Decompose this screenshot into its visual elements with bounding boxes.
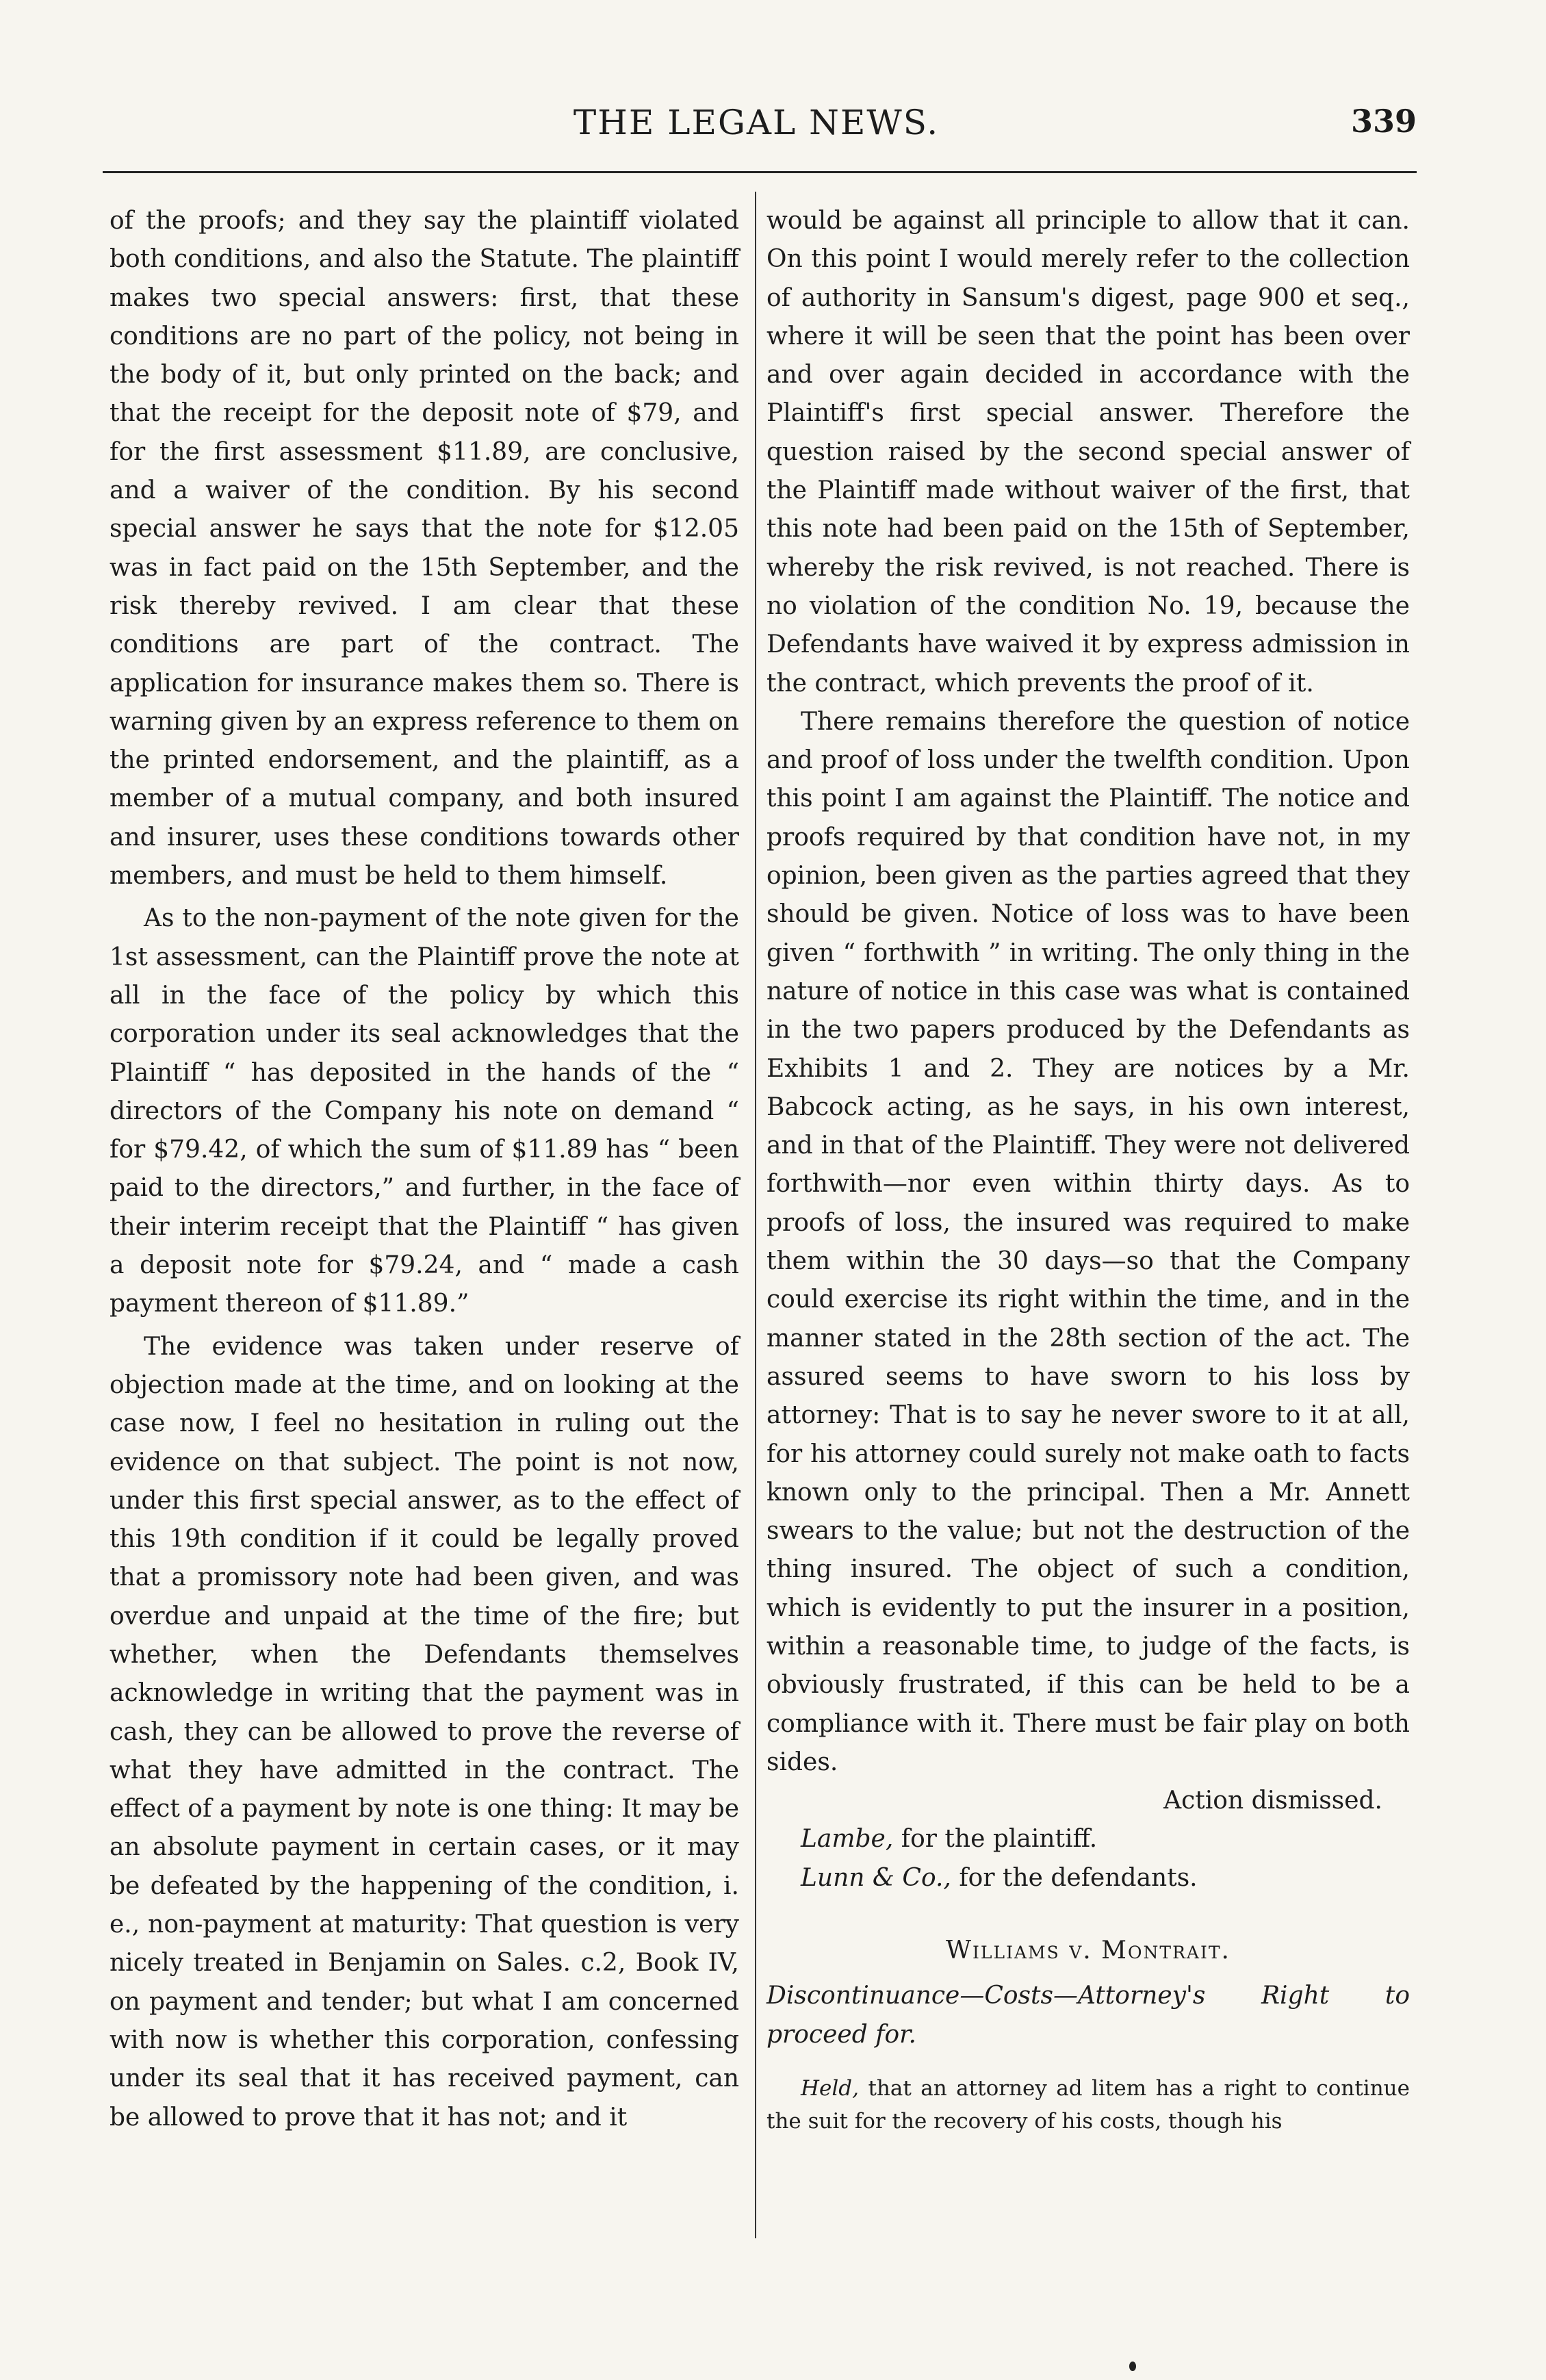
page-number: 339 bbox=[1350, 103, 1417, 140]
column-divider bbox=[755, 192, 756, 2238]
counsel-name: Lambe, bbox=[801, 1825, 894, 1854]
paragraph: There remains therefore the question of notice and proof of loss under the twelfth condition. Upon this point I am against the Plaintiff. The notice and proofs required by that condition have not, in my opinion, been given as the parties agreed that they should be given. Notice of loss was to have been given “ forthwith ” in writing. The only thing in the nature of notice in this case was what is contained in the two papers produced by the Defendants as Exhibits 1 and 2. They are notices by a Mr. Babcock acting, as he says, in his own interest, and in that of the Plaintiff. They were not delivered forthwith—nor even within thirty days. As to proofs of loss, the insured was required to make them within the 30 days—so that the Company could exercise its right within the time, and in the manner stated in the 28th section of the act. The assured seems to have sworn to his loss by attorney: That is to say he never swore to it at all, for his attorney could surely not make oath to facts known only to the principal. Then a Mr. Annett swears to the value; but not the destruction of the thing insured. The object of such a condition, which is evidently to put the insurer in a position, within a reasonable time, to judge of the facts, is obviously frustrated, if this can be held to be a compliance with it. There must be fair play on both sides. bbox=[766, 707, 1410, 1776]
paragraph: of the proofs; and they say the plaintiff violated both conditions, and also the Statute. The plaintiff makes two special answers: first, that these conditions are no part of the policy, not being in the body of it, but only printed on the back; and that the receipt for the deposit note of $79, and for the first assessment $11.89, are conclusive, and a waiver of the condition. By his second special answer he says that the note for $12.05 was in fact paid on the 15th September, and the risk thereby revived. I am clear that these conditions are part of the contract. The application for insurance makes them so. There is warning given by an express reference to them on the printed endorsement, and the plaintiff, as a member of a mutual company, and both insured and insurer, uses these conditions towards other members, and must be held to them himself. bbox=[109, 207, 739, 891]
paragraph: As to the non-payment of the note given for the 1st assessment, can the Plaintiff prove the note at all in the face of the policy by which this corporation under its seal acknowledges that the Plaintiff “ has deposited in the hands of the “ directors of the Company his note on demand “ for $79.42, of which the sum of $11.89 has “ been paid to the directors,” and further, in the face of their interim receipt that the Plaintiff “ has given a deposit note for $79.24, and “ made a cash payment thereon of $11.89.” bbox=[109, 904, 739, 1318]
counsel-role: for the defendants. bbox=[959, 1863, 1198, 1892]
counsel-line bbox=[766, 1820, 1410, 1858]
headnote-lead: Held, bbox=[801, 2075, 859, 2101]
case-keywords: Discontinuance—Costs—Attorney's Right to proceed for. bbox=[766, 1982, 1410, 2049]
print-mark bbox=[1129, 2362, 1136, 2371]
header-rule bbox=[103, 171, 1417, 173]
paragraph: The evidence was taken under reserve of objection made at the time, and on looking at the case now, I feel no hesitation in ruling out the evidence on that subject. The point is not now, under this first special answer, as to the effect of this 19th condition if it could be legally proved that a promissory note had been given, and was overdue and unpaid at the time of the fire; but whether, when the Defendants themselves acknowledge in writing that the payment was in cash, they can be allowed to prove the reverse of what they have admitted in the contract. The effect of a payment by note is one thing: It may be an absolute payment in certain cases, or it may be defeated by the happening of the condition, i. e., non-payment at maturity: That question is very nicely treated in Benjamin on Sales. c.2, Book IV, on payment and tender; but what I am concerned with now is whether this corporation, confessing under its seal that it has received payment, can be allowed to prove that it has not; and it bbox=[109, 1332, 739, 2132]
headnote-text: that an attorney ad litem has a right to continue the suit for the recovery of his costs, though his bbox=[766, 2075, 1410, 2134]
disposition: Action dismissed. bbox=[1163, 1787, 1382, 1815]
counsel-role: for the plaintiff. bbox=[901, 1825, 1098, 1854]
paragraph: would be against all principle to allow that it can. On this point I would merely refer to the collection of authority in Sansum's digest, page 900 et seq., where it will be seen that the point has been over and over again decided in accordance with the Plaintiff's first special answer. Therefore the question raised by the second special answer of the Plaintiff made without waiver of the first, that this note had been paid on the 15th of September, whereby the risk revived, is not reached. There is no violation of the condition No. 19, because the Defendants have waived it by express admission in the contract, which prevents the proof of it. bbox=[766, 207, 1410, 698]
case-title: Williams v. Montrait. bbox=[946, 1936, 1231, 1965]
headnote bbox=[766, 2072, 1410, 2138]
right-column bbox=[766, 202, 1410, 2138]
left-column bbox=[109, 202, 739, 2137]
page-header bbox=[96, 103, 1417, 157]
counsel-name: Lunn & Co., bbox=[801, 1863, 951, 1892]
counsel-line bbox=[766, 1859, 1410, 1897]
running-title: THE LEGAL NEWS. bbox=[573, 103, 940, 142]
